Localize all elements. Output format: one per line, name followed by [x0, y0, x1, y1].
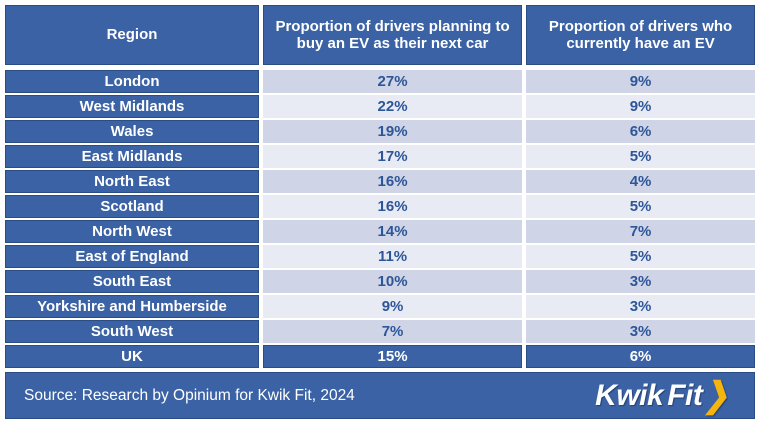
current-value-cell: 9%: [526, 70, 755, 93]
planning-value-cell: 17%: [263, 145, 522, 168]
logo-fit-text: Fit: [667, 378, 703, 412]
logo-kwik-text: Kwik: [595, 378, 664, 412]
region-cell: West Midlands: [5, 95, 259, 118]
current-value-cell: 5%: [526, 245, 755, 268]
planning-value-cell: 27%: [263, 70, 522, 93]
ev-region-table: [5, 5, 755, 368]
region-cell: North East: [5, 170, 259, 193]
current-value-cell: 3%: [526, 320, 755, 343]
total-row-region-cell: UK: [5, 345, 259, 368]
column-header-current: Proportion of drivers who currently have an EV: [526, 5, 755, 65]
region-cell: London: [5, 70, 259, 93]
planning-value-cell: 7%: [263, 320, 522, 343]
column-header-planning: Proportion of drivers planning to buy an EV as their next car: [263, 5, 522, 65]
current-value-cell: 4%: [526, 170, 755, 193]
column-header-region: Region: [5, 5, 259, 65]
region-cell: Wales: [5, 120, 259, 143]
logo-chevron-icon: ❯: [703, 376, 728, 415]
source-text: Source: Research by Opinium for Kwik Fit, 2024: [24, 386, 355, 404]
current-value-cell: 3%: [526, 270, 755, 293]
current-value-cell: 7%: [526, 220, 755, 243]
region-cell: North West: [5, 220, 259, 243]
current-value-cell: 5%: [526, 145, 755, 168]
kwikfit-logo: [595, 378, 728, 413]
current-value-cell: 9%: [526, 95, 755, 118]
planning-value-cell: 14%: [263, 220, 522, 243]
current-value-cell: 3%: [526, 295, 755, 318]
planning-value-cell: 11%: [263, 245, 522, 268]
region-cell: Scotland: [5, 195, 259, 218]
planning-value-cell: 10%: [263, 270, 522, 293]
planning-value-cell: 9%: [263, 295, 522, 318]
region-cell: Yorkshire and Humberside: [5, 295, 259, 318]
total-row-current-value-cell: 6%: [526, 345, 755, 368]
planning-value-cell: 16%: [263, 195, 522, 218]
planning-value-cell: 22%: [263, 95, 522, 118]
planning-value-cell: 19%: [263, 120, 522, 143]
total-row-planning-value-cell: 15%: [263, 345, 522, 368]
footer-bar: [5, 372, 755, 419]
current-value-cell: 6%: [526, 120, 755, 143]
region-cell: South West: [5, 320, 259, 343]
current-value-cell: 5%: [526, 195, 755, 218]
region-cell: East of England: [5, 245, 259, 268]
planning-value-cell: 16%: [263, 170, 522, 193]
region-cell: South East: [5, 270, 259, 293]
region-cell: East Midlands: [5, 145, 259, 168]
